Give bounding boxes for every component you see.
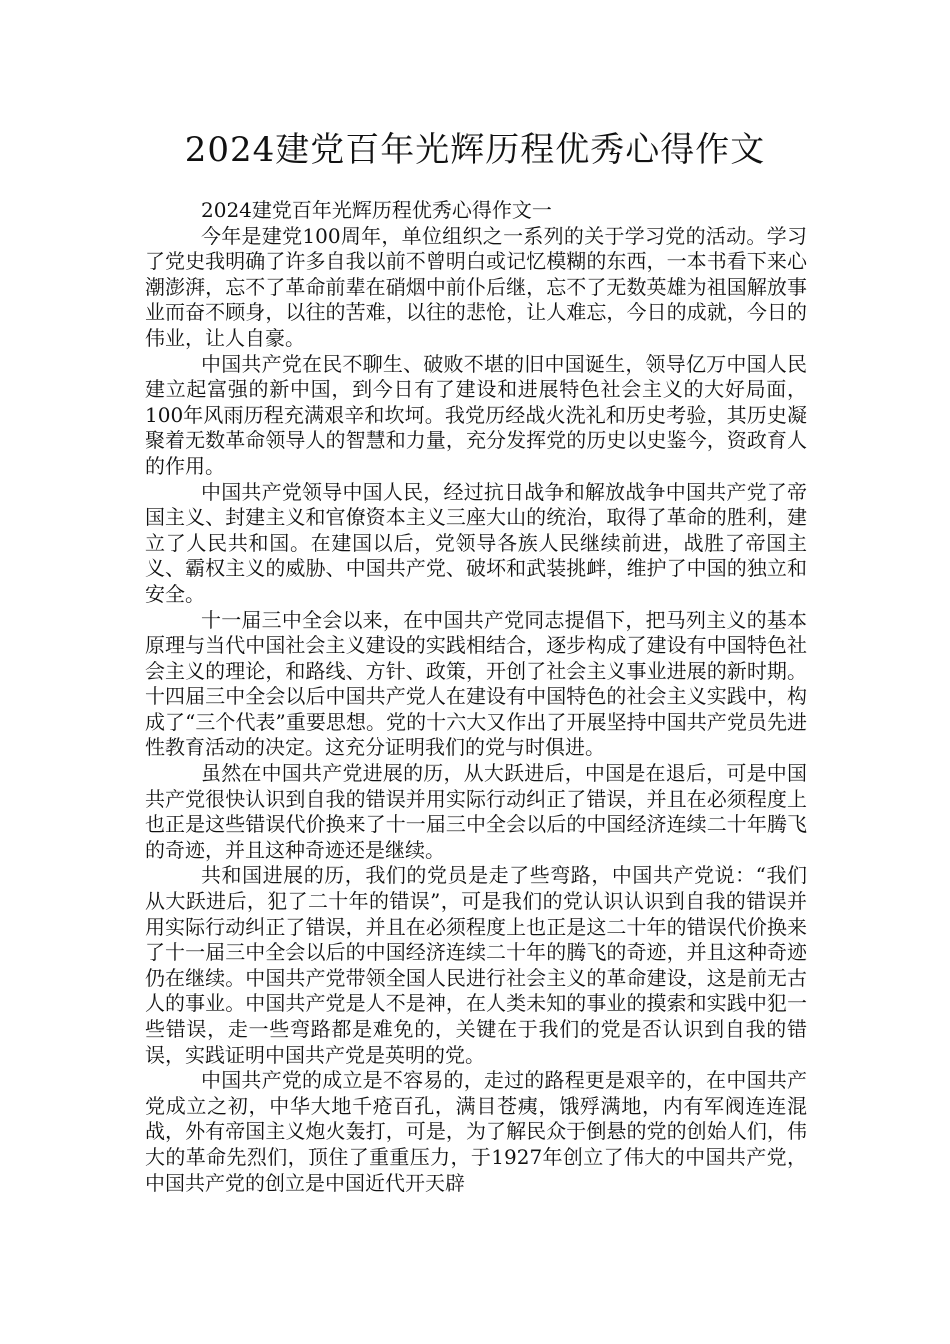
paragraph: 虽然在中国共产党进展的历，从大跃进后，中国是在退后，可是中国共产党很快认识到自我的错误并用实际行动纠正了错误，并且在必须程度上也正是这些错误代价换来了十一届三中全会以后的中国经济连续二十年腾飞的奇迹，并且这种奇迹还是继续。 [145,761,807,862]
paragraph: 中国共产党的成立是不容易的，走过的路程更是艰辛的，在中国共产党成立之初，中华大地千疮百孔，满目苍痍，饿殍满地，内有军阀连连混战，外有帝国主义炮火轰打，可是，为了解民众于倒悬的党的创始人们，伟大的革命先烈们，顶住了重重压力，于1927年创立了伟大的中国共产党，中国共产党的创立是中国近代开天辟 [145,1068,807,1195]
paragraph: 共和国进展的历，我们的党员是走了些弯路，中国共产党说：“我们从大跃进后，犯了二十年的错误”，可是我们的党认识认识到自我的错误并用实际行动纠正了错误，并且在必须程度上也正是这二十年的错误代价换来了十一届三中全会以后的中国经济连续二十年的腾飞的奇迹，并且这种奇迹仍在继续。中国共产党带领全国人民进行社会主义的革命建设，这是前无古人的事业。中国共产党是人不是神，在人类未知的事业的摸索和实践中犯一些错误，走一些弯路都是难免的，关键在于我们的党是否认识到自我的错误，实践证明中国共产党是英明的党。 [145,863,807,1067]
paragraph: 今年是建党100周年，单位组织之一系列的关于学习党的活动。学习了党史我明确了许多自我以前不曾明白或记忆模糊的东西，一本书看下来心潮澎湃，忘不了革命前辈在硝烟中前仆后继，忘不了无数英雄为祖国解放事业而奋不顾身，以往的苦难，以往的悲怆，让人难忘，今日的成就，今日的伟业，让人自豪。 [145,223,807,350]
document-body [145,198,807,1196]
paragraph: 中国共产党在民不聊生、破败不堪的旧中国诞生，领导亿万中国人民建立起富强的新中国，到今日有了建设和进展特色社会主义的大好局面，100年风雨历程充满艰辛和坎坷。我党历经战火洗礼和历史考验，其历史凝聚着无数革命领导人的智慧和力量，充分发挥党的历史以史鉴今，资政育人的作用。 [145,351,807,478]
document-title: 2024建党百年光辉历程优秀心得作文 [184,130,766,170]
section-subtitle: 2024建党百年光辉历程优秀心得作文一 [201,198,552,222]
paragraph: 十一届三中全会以来，在中国共产党同志提倡下，把马列主义的基本原理与当代中国社会主义建设的实践相结合，逐步构成了建设有中国特色社会主义的理论，和路线、方针、政策，开创了社会主义事业进展的新时期。十四届三中全会以后中国共产党人在建设有中国特色的社会主义实践中，构成了“三个代表”重要思想。党的十六大又作出了开展坚持中国共产党员先进性教育活动的决定。这充分证明我们的党与时俱进。 [145,607,807,760]
paragraph: 中国共产党领导中国人民，经过抗日战争和解放战争中国共产党了帝国主义、封建主义和官僚资本主义三座大山的统治，取得了革命的胜利，建立了人民共和国。在建国以后，党领导各族人民继续前进，战胜了帝国主义、霸权主义的威胁、中国共产党、破坏和武装挑衅，维护了中国的独立和安全。 [145,479,807,606]
